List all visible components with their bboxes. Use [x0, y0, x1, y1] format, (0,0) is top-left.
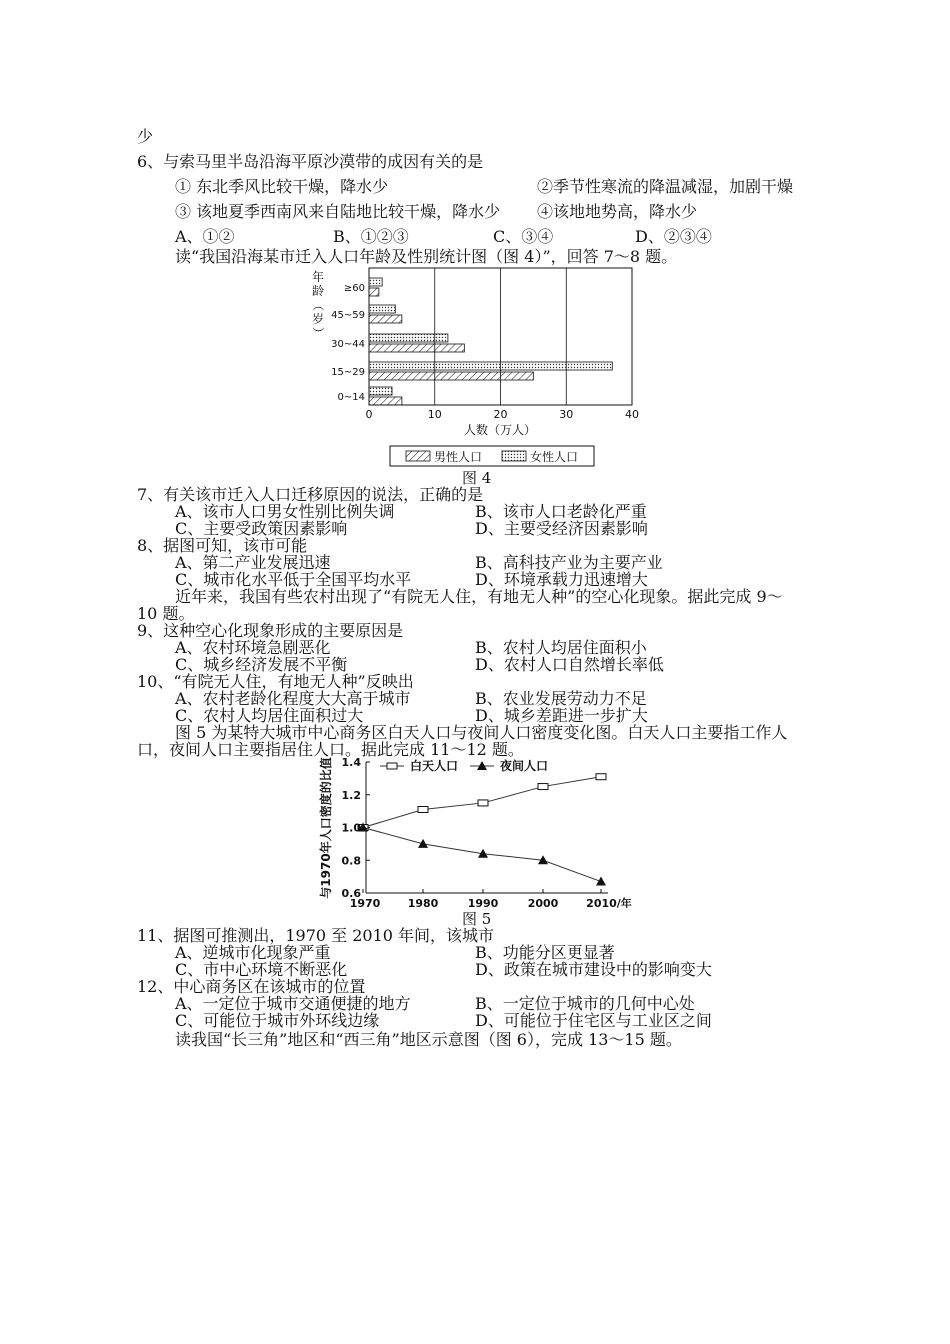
figure-5-caption: 图 5 [462, 910, 492, 928]
x-tick-label: 2010/年 [586, 897, 632, 908]
legend-label: 夜间人口 [500, 759, 549, 773]
q6-choice-d: D、②③④ [635, 227, 712, 246]
x-tick-label: 10 [427, 408, 442, 421]
density-ratio-chart [0, 753, 950, 908]
y-axis-label: 龄 [311, 284, 325, 298]
q7-choice-a: A、该市人口男女性别比例失调 [175, 502, 395, 521]
bar [369, 387, 392, 395]
y-tick-label: 0~14 [337, 392, 365, 403]
legend-marker [387, 763, 397, 769]
y-axis-label: 年 [311, 270, 325, 284]
y-axis-label: （ [311, 298, 325, 312]
question-7: 7、有关该市迁入人口迁移原因的说法，正确的是 [137, 485, 484, 504]
figure-4-caption: 图 4 [462, 469, 492, 487]
legend-label: 女性人口 [530, 450, 579, 464]
q11-choice-c: C、市中心环境不断恶化 [175, 960, 348, 979]
y-tick-label: 1.2 [341, 788, 361, 802]
bar [369, 288, 379, 296]
question-6: 6、与索马里半岛沿海平原沙漠带的成因有关的是 [137, 152, 484, 171]
q10-choice-c: C、农村人均居住面积过大 [175, 706, 364, 725]
y-tick-label: 45~59 [331, 310, 365, 321]
x-tick-label: 1990 [467, 897, 499, 908]
legend-label: 白天人口 [410, 759, 459, 773]
q9-choice-c: C、城乡经济发展不平衡 [175, 655, 348, 674]
q7-choice-d: D、主要受经济因素影响 [475, 519, 648, 538]
q10-choice-b: B、农业发展劳动力不足 [475, 689, 647, 708]
intro-11-12: 图 5 为某特大城市中心商务区白天人口与夜间人口密度变化图。白天人口主要指工作人 [175, 723, 788, 742]
q7-choice-c: C、主要受政策因素影响 [175, 519, 348, 538]
y-tick-label: 0.6 [341, 887, 361, 900]
q8-choice-d: D、环境承载力迅速增大 [475, 570, 648, 589]
y-tick-label: 30~44 [331, 339, 365, 350]
x-tick-label: 0 [365, 408, 373, 421]
q6-choice-b: B、①②③ [333, 227, 409, 246]
bar [369, 372, 533, 380]
q12-choice-b: B、一定位于城市的几何中心处 [475, 994, 695, 1013]
q6-option-2: ②季节性寒流的降温减湿，加剧干燥 [537, 177, 794, 196]
x-axis-label: 人数（万人） [463, 423, 537, 437]
x-tick-label: 20 [493, 408, 508, 421]
question-12: 12、中心商务区在该城市的位置 [137, 977, 366, 996]
legend-swatch [502, 451, 526, 461]
y-tick-label: 1.4 [341, 756, 361, 769]
q11-choice-a: A、逆城市化现象严重 [175, 943, 331, 962]
bar [369, 278, 382, 286]
legend-swatch [406, 451, 430, 461]
data-point [538, 784, 548, 790]
bar [369, 397, 402, 405]
intro-13-15: 读我国“长三角”地区和“西三角”地区示意图（图 6），完成 13～15 题。 [175, 1030, 682, 1049]
q11-choice-b: B、功能分区更显著 [475, 943, 615, 962]
intro-9-10-cont: 10 题。 [137, 604, 195, 623]
q9-choice-a: A、农村环境急剧恶化 [175, 638, 331, 657]
q9-choice-d: D、农村人口自然增长率低 [475, 655, 664, 674]
x-tick-label: 1980 [407, 897, 439, 908]
bar [369, 362, 612, 370]
y-axis-label: 与1970年人口密度的比值 [319, 757, 333, 899]
bar [369, 344, 464, 352]
q10-choice-a: A、农村老龄化程度大大高于城市 [175, 689, 411, 708]
data-point [418, 806, 428, 812]
data-point [596, 774, 606, 780]
x-tick-label: 2000 [527, 897, 559, 908]
bar [369, 334, 448, 342]
data-point [596, 877, 606, 886]
x-tick-label: 1970 [349, 897, 381, 908]
question-8: 8、据图可知，该市可能 [137, 536, 308, 555]
q7-choice-b: B、该市人口老龄化严重 [475, 502, 647, 521]
y-tick-label: 0.8 [341, 854, 361, 868]
intro-7-8: 读“我国沿海某市迁入人口年龄及性别统计图（图 4）”，回答 7～8 题。 [175, 247, 678, 266]
legend-label: 男性人口 [434, 450, 483, 464]
population-age-chart [0, 265, 950, 485]
x-tick-label: 40 [625, 408, 639, 421]
y-tick-label: 15~29 [331, 367, 365, 378]
y-tick-label: ≥60 [343, 283, 365, 294]
intro-9-10: 近年来，我国有些农村出现了“有院无人住，有地无人种”的空心化现象。据此完成 9～ [175, 587, 783, 606]
q8-choice-a: A、第二产业发展迅速 [175, 553, 331, 572]
intro-11-12-cont: 口，夜间人口主要指居住人口。据此完成 11～12 题。 [137, 740, 524, 759]
y-axis-label: ） [311, 326, 325, 340]
q12-choice-d: D、可能位于住宅区与工业区之间 [475, 1011, 712, 1030]
q6-choice-a: A、①② [175, 227, 235, 246]
q11-choice-d: D、政策在城市建设中的影响变大 [475, 960, 712, 979]
q6-option-3: ③ 该地夏季西南风来自陆地比较干燥，降水少 [175, 202, 501, 221]
text-line: 少 [137, 127, 154, 146]
bar [369, 305, 395, 313]
question-10: 10、“有院无人住，有地无人种”反映出 [137, 672, 414, 691]
q8-choice-c: C、城市化水平低于全国平均水平 [175, 570, 412, 589]
q6-option-1: ① 东北季风比较干燥，降水少 [175, 177, 389, 196]
q12-choice-c: C、可能位于城市外环线边缘 [175, 1011, 380, 1030]
y-axis-label: 岁 [311, 312, 325, 326]
q6-choice-c: C、③④ [493, 227, 554, 246]
q12-choice-a: A、一定位于城市交通便捷的地方 [175, 994, 411, 1013]
bar [369, 315, 402, 323]
q8-choice-b: B、高科技产业为主要产业 [475, 553, 663, 572]
data-point [478, 800, 488, 806]
x-tick-label: 30 [559, 408, 574, 421]
q9-choice-b: B、农村人均居住面积小 [475, 638, 647, 657]
question-11: 11、据图可推测出，1970 至 2010 年间，该城市 [137, 926, 495, 945]
y-tick-label: 1.0 [341, 821, 361, 835]
q10-choice-d: D、城乡差距进一步扩大 [475, 706, 648, 725]
question-9: 9、这种空心化现象形成的主要原因是 [137, 621, 404, 640]
q6-option-4: ④该地地势高，降水少 [537, 202, 698, 221]
